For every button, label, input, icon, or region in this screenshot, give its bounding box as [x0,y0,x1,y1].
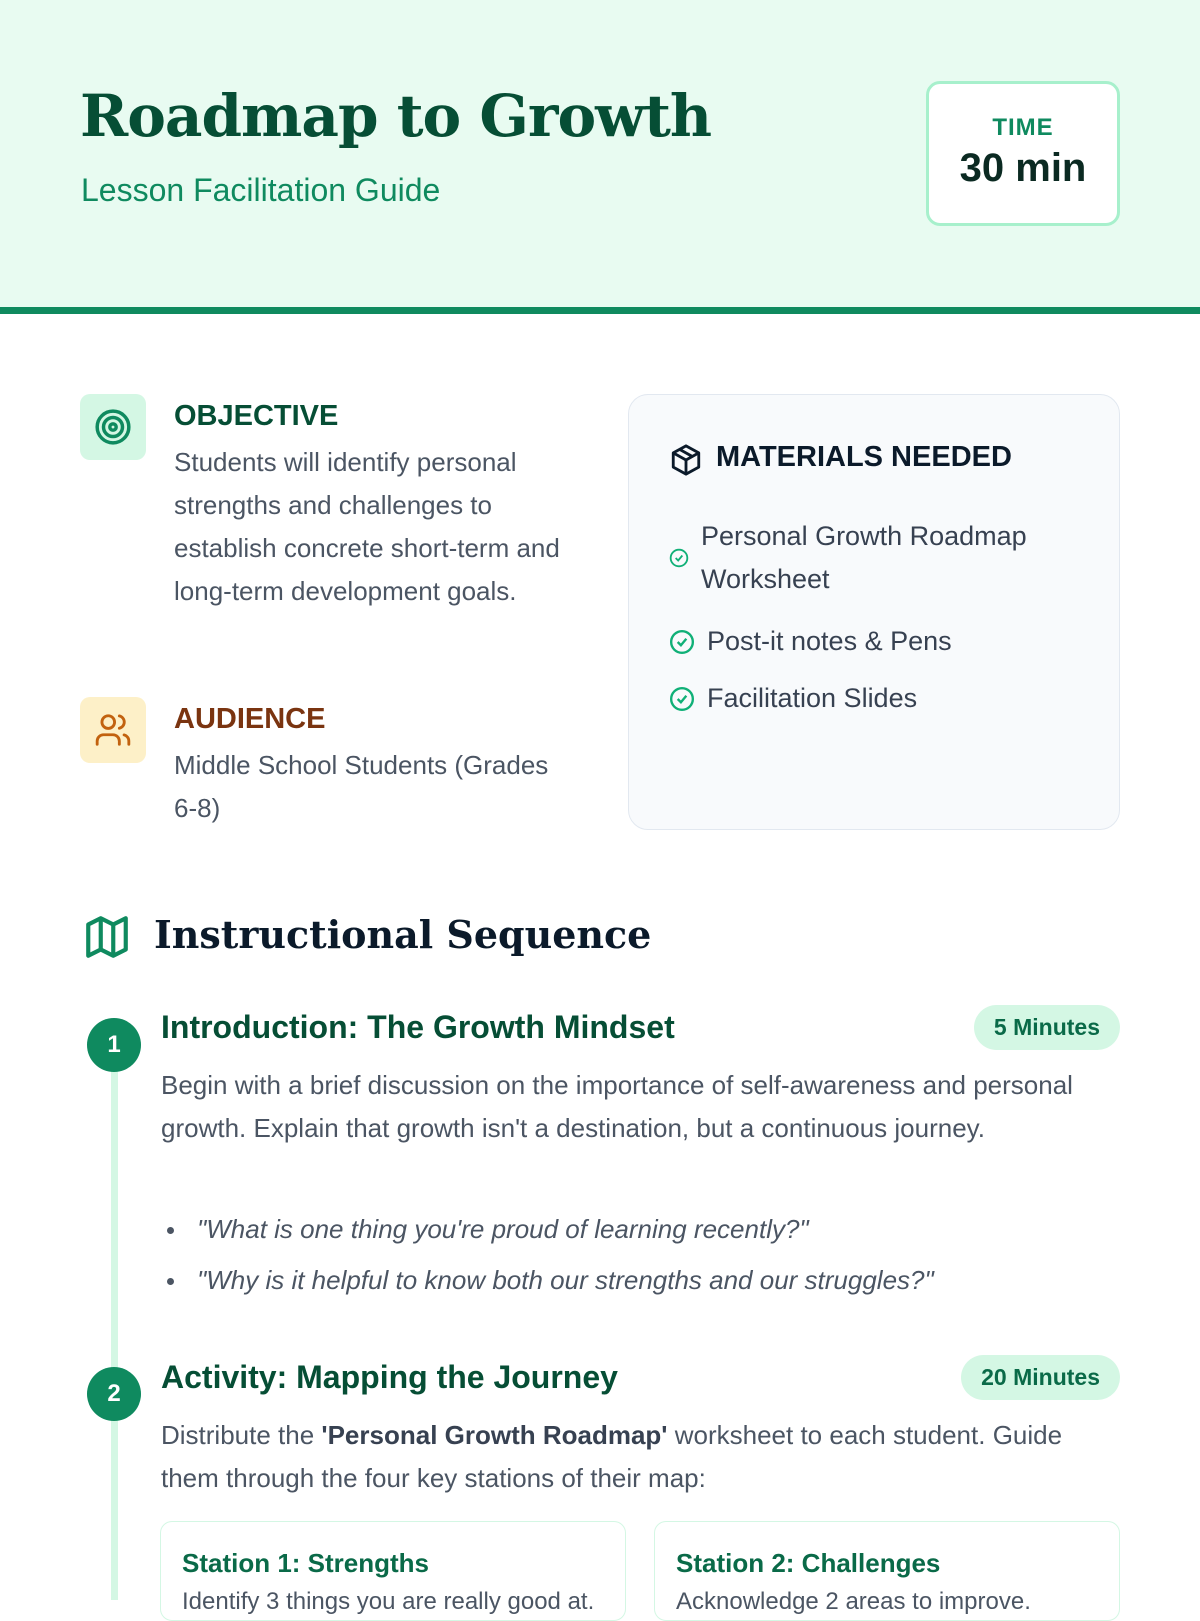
station-card [160,1521,626,1621]
materials-heading: MATERIALS NEEDED [716,441,1012,473]
package-icon [669,443,703,482]
material-label: Personal Growth Roadmap Worksheet [701,521,1027,594]
page-subtitle: Lesson Facilitation Guide [81,172,441,208]
step-text-part: worksheet to each student. Guide them through the four key stations of their map: [161,1420,1063,1493]
timeline-line [111,1060,118,1600]
worksheet-name: 'Personal Growth Roadmap' [321,1420,668,1450]
page-header [0,0,1200,314]
material-item [669,515,1051,601]
objective-text: Students will identify personal strengths and challenges to establish concrete short-term and long-term development goals. [174,447,560,606]
step-description: Begin with a brief discussion on the importance of self-awareness and personal growth. Explain that growth isn't a destination, but a continuous journey. [161,1070,1073,1143]
duration-badge: 20 Minutes [961,1355,1120,1400]
step-description [161,1414,1091,1500]
material-item [669,677,917,720]
discussion-questions [161,1204,1101,1306]
users-icon [80,697,146,763]
check-circle-icon [669,629,695,655]
station-title: Station 2: Challenges [676,1548,941,1578]
step-title: Activity: Mapping the Journey [161,1359,618,1395]
list-item: "What is one thing you're proud of learning recently?" [161,1204,1101,1255]
check-circle-icon [669,548,689,568]
time-card [926,81,1120,226]
materials-card [628,394,1120,830]
step-number: 2 [87,1367,141,1421]
station-description: Identify 3 things you are really good at. [182,1588,595,1615]
time-label: TIME [992,114,1054,141]
material-item [669,620,952,663]
audience-text: Middle School Students (Grades 6-8) [174,750,549,823]
objective-heading: OBJECTIVE [174,400,339,432]
station-description: Acknowledge 2 areas to improve. [676,1588,1031,1615]
page-title: Roadmap to Growth [80,82,712,150]
check-circle-icon [669,686,695,712]
step-number: 1 [87,1018,141,1072]
sequence-heading: Instructional Sequence [154,912,652,957]
step-text-part: Distribute the [161,1420,322,1450]
station-card [654,1521,1120,1621]
target-icon [80,394,146,460]
audience-heading: AUDIENCE [174,703,326,735]
list-item: "Why is it helpful to know both our strengths and our struggles?" [161,1255,1101,1306]
step-title: Introduction: The Growth Mindset [161,1009,675,1045]
station-title: Station 1: Strengths [182,1548,430,1578]
material-label: Facilitation Slides [707,683,918,713]
map-icon [82,912,132,967]
duration-badge: 5 Minutes [974,1005,1120,1050]
material-label: Post-it notes & Pens [707,626,952,656]
time-value: 30 min [959,146,1087,190]
